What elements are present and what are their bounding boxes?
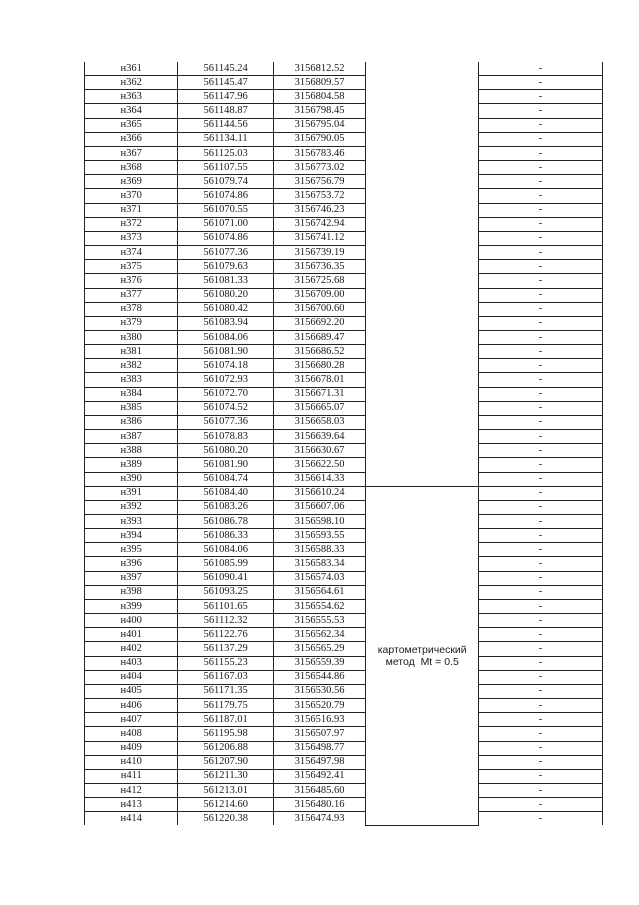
table-row	[85, 614, 603, 628]
y-coordinate-cell: 3156588.33	[273, 543, 365, 557]
point-number-cell: н393	[85, 515, 178, 529]
x-coordinate-cell: 561086.78	[178, 515, 273, 529]
point-number-cell: н402	[85, 642, 178, 656]
x-coordinate-cell: 561074.86	[178, 189, 273, 203]
extra-value-cell: -	[479, 713, 603, 727]
y-coordinate-cell: 3156593.55	[273, 529, 365, 543]
y-coordinate-cell: 3156507.97	[273, 727, 365, 741]
point-number-cell: н385	[85, 401, 178, 415]
table-row	[85, 189, 603, 203]
x-coordinate-cell: 561145.24	[178, 62, 273, 76]
table-row	[85, 500, 603, 514]
y-coordinate-cell: 3156614.33	[273, 472, 365, 486]
point-number-cell: н379	[85, 316, 178, 330]
y-coordinate-cell: 3156736.35	[273, 260, 365, 274]
extra-value-cell: -	[479, 557, 603, 571]
point-number-cell: н369	[85, 175, 178, 189]
x-coordinate-cell: 561195.98	[178, 727, 273, 741]
table-row	[85, 359, 603, 373]
x-coordinate-cell: 561155.23	[178, 656, 273, 670]
table-row	[85, 458, 603, 472]
x-coordinate-cell: 561077.36	[178, 246, 273, 260]
extra-value-cell: -	[479, 415, 603, 429]
extra-value-cell: -	[479, 345, 603, 359]
table-row	[85, 132, 603, 146]
x-coordinate-cell: 561144.56	[178, 118, 273, 132]
table-row	[85, 104, 603, 118]
point-number-cell: н401	[85, 628, 178, 642]
table-row	[85, 76, 603, 90]
y-coordinate-cell: 3156692.20	[273, 316, 365, 330]
y-coordinate-cell: 3156520.79	[273, 699, 365, 713]
table-row	[85, 161, 603, 175]
point-number-cell: н391	[85, 486, 178, 500]
extra-value-cell: -	[479, 274, 603, 288]
point-number-cell: н372	[85, 217, 178, 231]
extra-value-cell: -	[479, 585, 603, 599]
extra-value-cell: -	[479, 670, 603, 684]
y-coordinate-cell: 3156530.56	[273, 684, 365, 698]
x-coordinate-cell: 561084.40	[178, 486, 273, 500]
extra-value-cell: -	[479, 515, 603, 529]
y-coordinate-cell: 3156583.34	[273, 557, 365, 571]
point-number-cell: н386	[85, 415, 178, 429]
y-coordinate-cell: 3156746.23	[273, 203, 365, 217]
x-coordinate-cell: 561078.83	[178, 430, 273, 444]
x-coordinate-cell: 561071.00	[178, 217, 273, 231]
extra-value-cell: -	[479, 217, 603, 231]
y-coordinate-cell: 3156498.77	[273, 741, 365, 755]
table-row	[85, 288, 603, 302]
point-number-cell: н395	[85, 543, 178, 557]
extra-value-cell: -	[479, 260, 603, 274]
y-coordinate-cell: 3156783.46	[273, 146, 365, 160]
table-row	[85, 401, 603, 415]
y-coordinate-cell: 3156622.50	[273, 458, 365, 472]
x-coordinate-cell: 561079.74	[178, 175, 273, 189]
x-coordinate-cell: 561081.90	[178, 345, 273, 359]
y-coordinate-cell: 3156812.52	[273, 62, 365, 76]
point-number-cell: н398	[85, 585, 178, 599]
table-row	[85, 543, 603, 557]
y-coordinate-cell: 3156795.04	[273, 118, 365, 132]
y-coordinate-cell: 3156798.45	[273, 104, 365, 118]
point-number-cell: н411	[85, 769, 178, 783]
x-coordinate-cell: 561074.52	[178, 401, 273, 415]
table-row	[85, 274, 603, 288]
extra-value-cell: -	[479, 798, 603, 812]
table-row	[85, 203, 603, 217]
x-coordinate-cell: 561206.88	[178, 741, 273, 755]
x-coordinate-cell: 561137.29	[178, 642, 273, 656]
table-row	[85, 373, 603, 387]
y-coordinate-cell: 3156686.52	[273, 345, 365, 359]
point-number-cell: н407	[85, 713, 178, 727]
y-coordinate-cell: 3156598.10	[273, 515, 365, 529]
y-coordinate-cell: 3156544.86	[273, 670, 365, 684]
x-coordinate-cell: 561179.75	[178, 699, 273, 713]
point-number-cell: н376	[85, 274, 178, 288]
x-coordinate-cell: 561125.03	[178, 146, 273, 160]
extra-value-cell: -	[479, 741, 603, 755]
x-coordinate-cell: 561081.90	[178, 458, 273, 472]
table-row	[85, 812, 603, 826]
x-coordinate-cell: 561145.47	[178, 76, 273, 90]
method-cell	[366, 486, 479, 825]
point-number-cell: н408	[85, 727, 178, 741]
point-number-cell: н367	[85, 146, 178, 160]
extra-value-cell: -	[479, 783, 603, 797]
table-row	[85, 769, 603, 783]
point-number-cell: н363	[85, 90, 178, 104]
table-row	[85, 260, 603, 274]
extra-value-cell: -	[479, 387, 603, 401]
point-number-cell: н413	[85, 798, 178, 812]
point-number-cell: н377	[85, 288, 178, 302]
x-coordinate-cell: 561072.70	[178, 387, 273, 401]
table-body	[85, 62, 603, 825]
y-coordinate-cell: 3156658.03	[273, 415, 365, 429]
extra-value-cell: -	[479, 755, 603, 769]
x-coordinate-cell: 561167.03	[178, 670, 273, 684]
extra-value-cell: -	[479, 500, 603, 514]
point-number-cell: н412	[85, 783, 178, 797]
y-coordinate-cell: 3156480.16	[273, 798, 365, 812]
extra-value-cell: -	[479, 599, 603, 613]
point-number-cell: н409	[85, 741, 178, 755]
x-coordinate-cell: 561187.01	[178, 713, 273, 727]
point-number-cell: н383	[85, 373, 178, 387]
table-row	[85, 118, 603, 132]
x-coordinate-cell: 561112.32	[178, 614, 273, 628]
table-row	[85, 798, 603, 812]
point-number-cell: н361	[85, 62, 178, 76]
x-coordinate-cell: 561081.33	[178, 274, 273, 288]
x-coordinate-cell: 561084.06	[178, 543, 273, 557]
y-coordinate-cell: 3156492.41	[273, 769, 365, 783]
y-coordinate-cell: 3156753.72	[273, 189, 365, 203]
y-coordinate-cell: 3156773.02	[273, 161, 365, 175]
extra-value-cell: -	[479, 543, 603, 557]
point-number-cell: н366	[85, 132, 178, 146]
point-number-cell: н399	[85, 599, 178, 613]
y-coordinate-cell: 3156725.68	[273, 274, 365, 288]
extra-value-cell: -	[479, 62, 603, 76]
point-number-cell: н382	[85, 359, 178, 373]
y-coordinate-cell: 3156671.31	[273, 387, 365, 401]
extra-value-cell: -	[479, 444, 603, 458]
extra-value-cell: -	[479, 472, 603, 486]
x-coordinate-cell: 561171.35	[178, 684, 273, 698]
y-coordinate-cell: 3156630.67	[273, 444, 365, 458]
table-row	[85, 90, 603, 104]
x-coordinate-cell: 561211.30	[178, 769, 273, 783]
y-coordinate-cell: 3156607.06	[273, 500, 365, 514]
x-coordinate-cell: 561122.76	[178, 628, 273, 642]
y-coordinate-cell: 3156554.62	[273, 599, 365, 613]
point-number-cell: н371	[85, 203, 178, 217]
x-coordinate-cell: 561148.87	[178, 104, 273, 118]
y-coordinate-cell: 3156680.28	[273, 359, 365, 373]
method-label-line1: картометрический	[377, 643, 467, 656]
y-coordinate-cell: 3156804.58	[273, 90, 365, 104]
table-row	[85, 246, 603, 260]
table-row	[85, 783, 603, 797]
x-coordinate-cell: 561079.63	[178, 260, 273, 274]
table-row	[85, 713, 603, 727]
table-row	[85, 472, 603, 486]
x-coordinate-cell: 561084.06	[178, 330, 273, 344]
extra-value-cell: -	[479, 642, 603, 656]
table-row	[85, 628, 603, 642]
table-row	[85, 231, 603, 245]
point-number-cell: н373	[85, 231, 178, 245]
table-row	[85, 430, 603, 444]
x-coordinate-cell: 561083.94	[178, 316, 273, 330]
extra-value-cell: -	[479, 373, 603, 387]
y-coordinate-cell: 3156689.47	[273, 330, 365, 344]
point-number-cell: н410	[85, 755, 178, 769]
point-number-cell: н404	[85, 670, 178, 684]
method-cell-empty	[366, 62, 479, 486]
y-coordinate-cell: 3156610.24	[273, 486, 365, 500]
y-coordinate-cell: 3156574.03	[273, 571, 365, 585]
point-number-cell: н374	[85, 246, 178, 260]
point-number-cell: н384	[85, 387, 178, 401]
y-coordinate-cell: 3156474.93	[273, 812, 365, 826]
table-row	[85, 599, 603, 613]
table-row	[85, 585, 603, 599]
y-coordinate-cell: 3156756.79	[273, 175, 365, 189]
coordinates-table	[84, 62, 603, 826]
table-row	[85, 529, 603, 543]
y-coordinate-cell: 3156559.39	[273, 656, 365, 670]
table-row	[85, 741, 603, 755]
extra-value-cell: -	[479, 359, 603, 373]
extra-value-cell: -	[479, 302, 603, 316]
extra-value-cell: -	[479, 175, 603, 189]
x-coordinate-cell: 561083.26	[178, 500, 273, 514]
table-row	[85, 302, 603, 316]
extra-value-cell: -	[479, 628, 603, 642]
table-row	[85, 330, 603, 344]
x-coordinate-cell: 561207.90	[178, 755, 273, 769]
point-number-cell: н397	[85, 571, 178, 585]
extra-value-cell: -	[479, 458, 603, 472]
y-coordinate-cell: 3156678.01	[273, 373, 365, 387]
extra-value-cell: -	[479, 699, 603, 713]
x-coordinate-cell: 561147.96	[178, 90, 273, 104]
extra-value-cell: -	[479, 330, 603, 344]
x-coordinate-cell: 561090.41	[178, 571, 273, 585]
y-coordinate-cell: 3156742.94	[273, 217, 365, 231]
y-coordinate-cell: 3156564.61	[273, 585, 365, 599]
extra-value-cell: -	[479, 486, 603, 500]
table-row	[85, 345, 603, 359]
extra-value-cell: -	[479, 529, 603, 543]
extra-value-cell: -	[479, 812, 603, 826]
x-coordinate-cell: 561074.86	[178, 231, 273, 245]
x-coordinate-cell: 561101.65	[178, 599, 273, 613]
x-coordinate-cell: 561213.01	[178, 783, 273, 797]
y-coordinate-cell: 3156565.29	[273, 642, 365, 656]
table-row	[85, 642, 603, 656]
table-row	[85, 755, 603, 769]
x-coordinate-cell: 561070.55	[178, 203, 273, 217]
point-number-cell: н381	[85, 345, 178, 359]
x-coordinate-cell: 561072.93	[178, 373, 273, 387]
x-coordinate-cell: 561080.42	[178, 302, 273, 316]
x-coordinate-cell: 561134.11	[178, 132, 273, 146]
table-row	[85, 146, 603, 160]
table-row	[85, 670, 603, 684]
table-row	[85, 656, 603, 670]
extra-value-cell: -	[479, 430, 603, 444]
extra-value-cell: -	[479, 146, 603, 160]
y-coordinate-cell: 3156790.05	[273, 132, 365, 146]
point-number-cell: н405	[85, 684, 178, 698]
point-number-cell: н394	[85, 529, 178, 543]
extra-value-cell: -	[479, 189, 603, 203]
point-number-cell: н389	[85, 458, 178, 472]
table-row	[85, 486, 603, 500]
y-coordinate-cell: 3156485.60	[273, 783, 365, 797]
table-row	[85, 62, 603, 76]
y-coordinate-cell: 3156700.60	[273, 302, 365, 316]
y-coordinate-cell: 3156665.07	[273, 401, 365, 415]
extra-value-cell: -	[479, 203, 603, 217]
x-coordinate-cell: 561074.18	[178, 359, 273, 373]
y-coordinate-cell: 3156739.19	[273, 246, 365, 260]
extra-value-cell: -	[479, 684, 603, 698]
table-row	[85, 217, 603, 231]
point-number-cell: н362	[85, 76, 178, 90]
point-number-cell: н375	[85, 260, 178, 274]
x-coordinate-cell: 561214.60	[178, 798, 273, 812]
extra-value-cell: -	[479, 288, 603, 302]
point-number-cell: н403	[85, 656, 178, 670]
point-number-cell: н406	[85, 699, 178, 713]
y-coordinate-cell: 3156639.64	[273, 430, 365, 444]
table-row	[85, 387, 603, 401]
point-number-cell: н365	[85, 118, 178, 132]
table-row	[85, 175, 603, 189]
x-coordinate-cell: 561085.99	[178, 557, 273, 571]
table-row	[85, 444, 603, 458]
y-coordinate-cell: 3156555.53	[273, 614, 365, 628]
x-coordinate-cell: 561220.38	[178, 812, 273, 826]
extra-value-cell: -	[479, 614, 603, 628]
extra-value-cell: -	[479, 90, 603, 104]
point-number-cell: н400	[85, 614, 178, 628]
x-coordinate-cell: 561077.36	[178, 415, 273, 429]
x-coordinate-cell: 561086.33	[178, 529, 273, 543]
point-number-cell: н414	[85, 812, 178, 826]
extra-value-cell: -	[479, 118, 603, 132]
table-row	[85, 727, 603, 741]
point-number-cell: н380	[85, 330, 178, 344]
extra-value-cell: -	[479, 246, 603, 260]
table-row	[85, 415, 603, 429]
x-coordinate-cell: 561080.20	[178, 444, 273, 458]
point-number-cell: н387	[85, 430, 178, 444]
method-label-line2: метод Mt = 0.5	[385, 655, 459, 668]
extra-value-cell: -	[479, 104, 603, 118]
y-coordinate-cell: 3156809.57	[273, 76, 365, 90]
table-row	[85, 699, 603, 713]
x-coordinate-cell: 561080.20	[178, 288, 273, 302]
point-number-cell: н364	[85, 104, 178, 118]
table-row	[85, 571, 603, 585]
table-row	[85, 557, 603, 571]
point-number-cell: н390	[85, 472, 178, 486]
extra-value-cell: -	[479, 656, 603, 670]
y-coordinate-cell: 3156516.93	[273, 713, 365, 727]
x-coordinate-cell: 561084.74	[178, 472, 273, 486]
extra-value-cell: -	[479, 727, 603, 741]
y-coordinate-cell: 3156562.34	[273, 628, 365, 642]
extra-value-cell: -	[479, 401, 603, 415]
y-coordinate-cell: 3156741.12	[273, 231, 365, 245]
y-coordinate-cell: 3156709.00	[273, 288, 365, 302]
extra-value-cell: -	[479, 316, 603, 330]
y-coordinate-cell: 3156497.98	[273, 755, 365, 769]
x-coordinate-cell: 561107.55	[178, 161, 273, 175]
extra-value-cell: -	[479, 571, 603, 585]
extra-value-cell: -	[479, 231, 603, 245]
point-number-cell: н370	[85, 189, 178, 203]
table-row	[85, 515, 603, 529]
point-number-cell: н392	[85, 500, 178, 514]
table-row	[85, 684, 603, 698]
extra-value-cell: -	[479, 132, 603, 146]
extra-value-cell: -	[479, 769, 603, 783]
point-number-cell: н378	[85, 302, 178, 316]
x-coordinate-cell: 561093.25	[178, 585, 273, 599]
point-number-cell: н396	[85, 557, 178, 571]
table-row	[85, 316, 603, 330]
point-number-cell: н368	[85, 161, 178, 175]
point-number-cell: н388	[85, 444, 178, 458]
extra-value-cell: -	[479, 161, 603, 175]
extra-value-cell: -	[479, 76, 603, 90]
